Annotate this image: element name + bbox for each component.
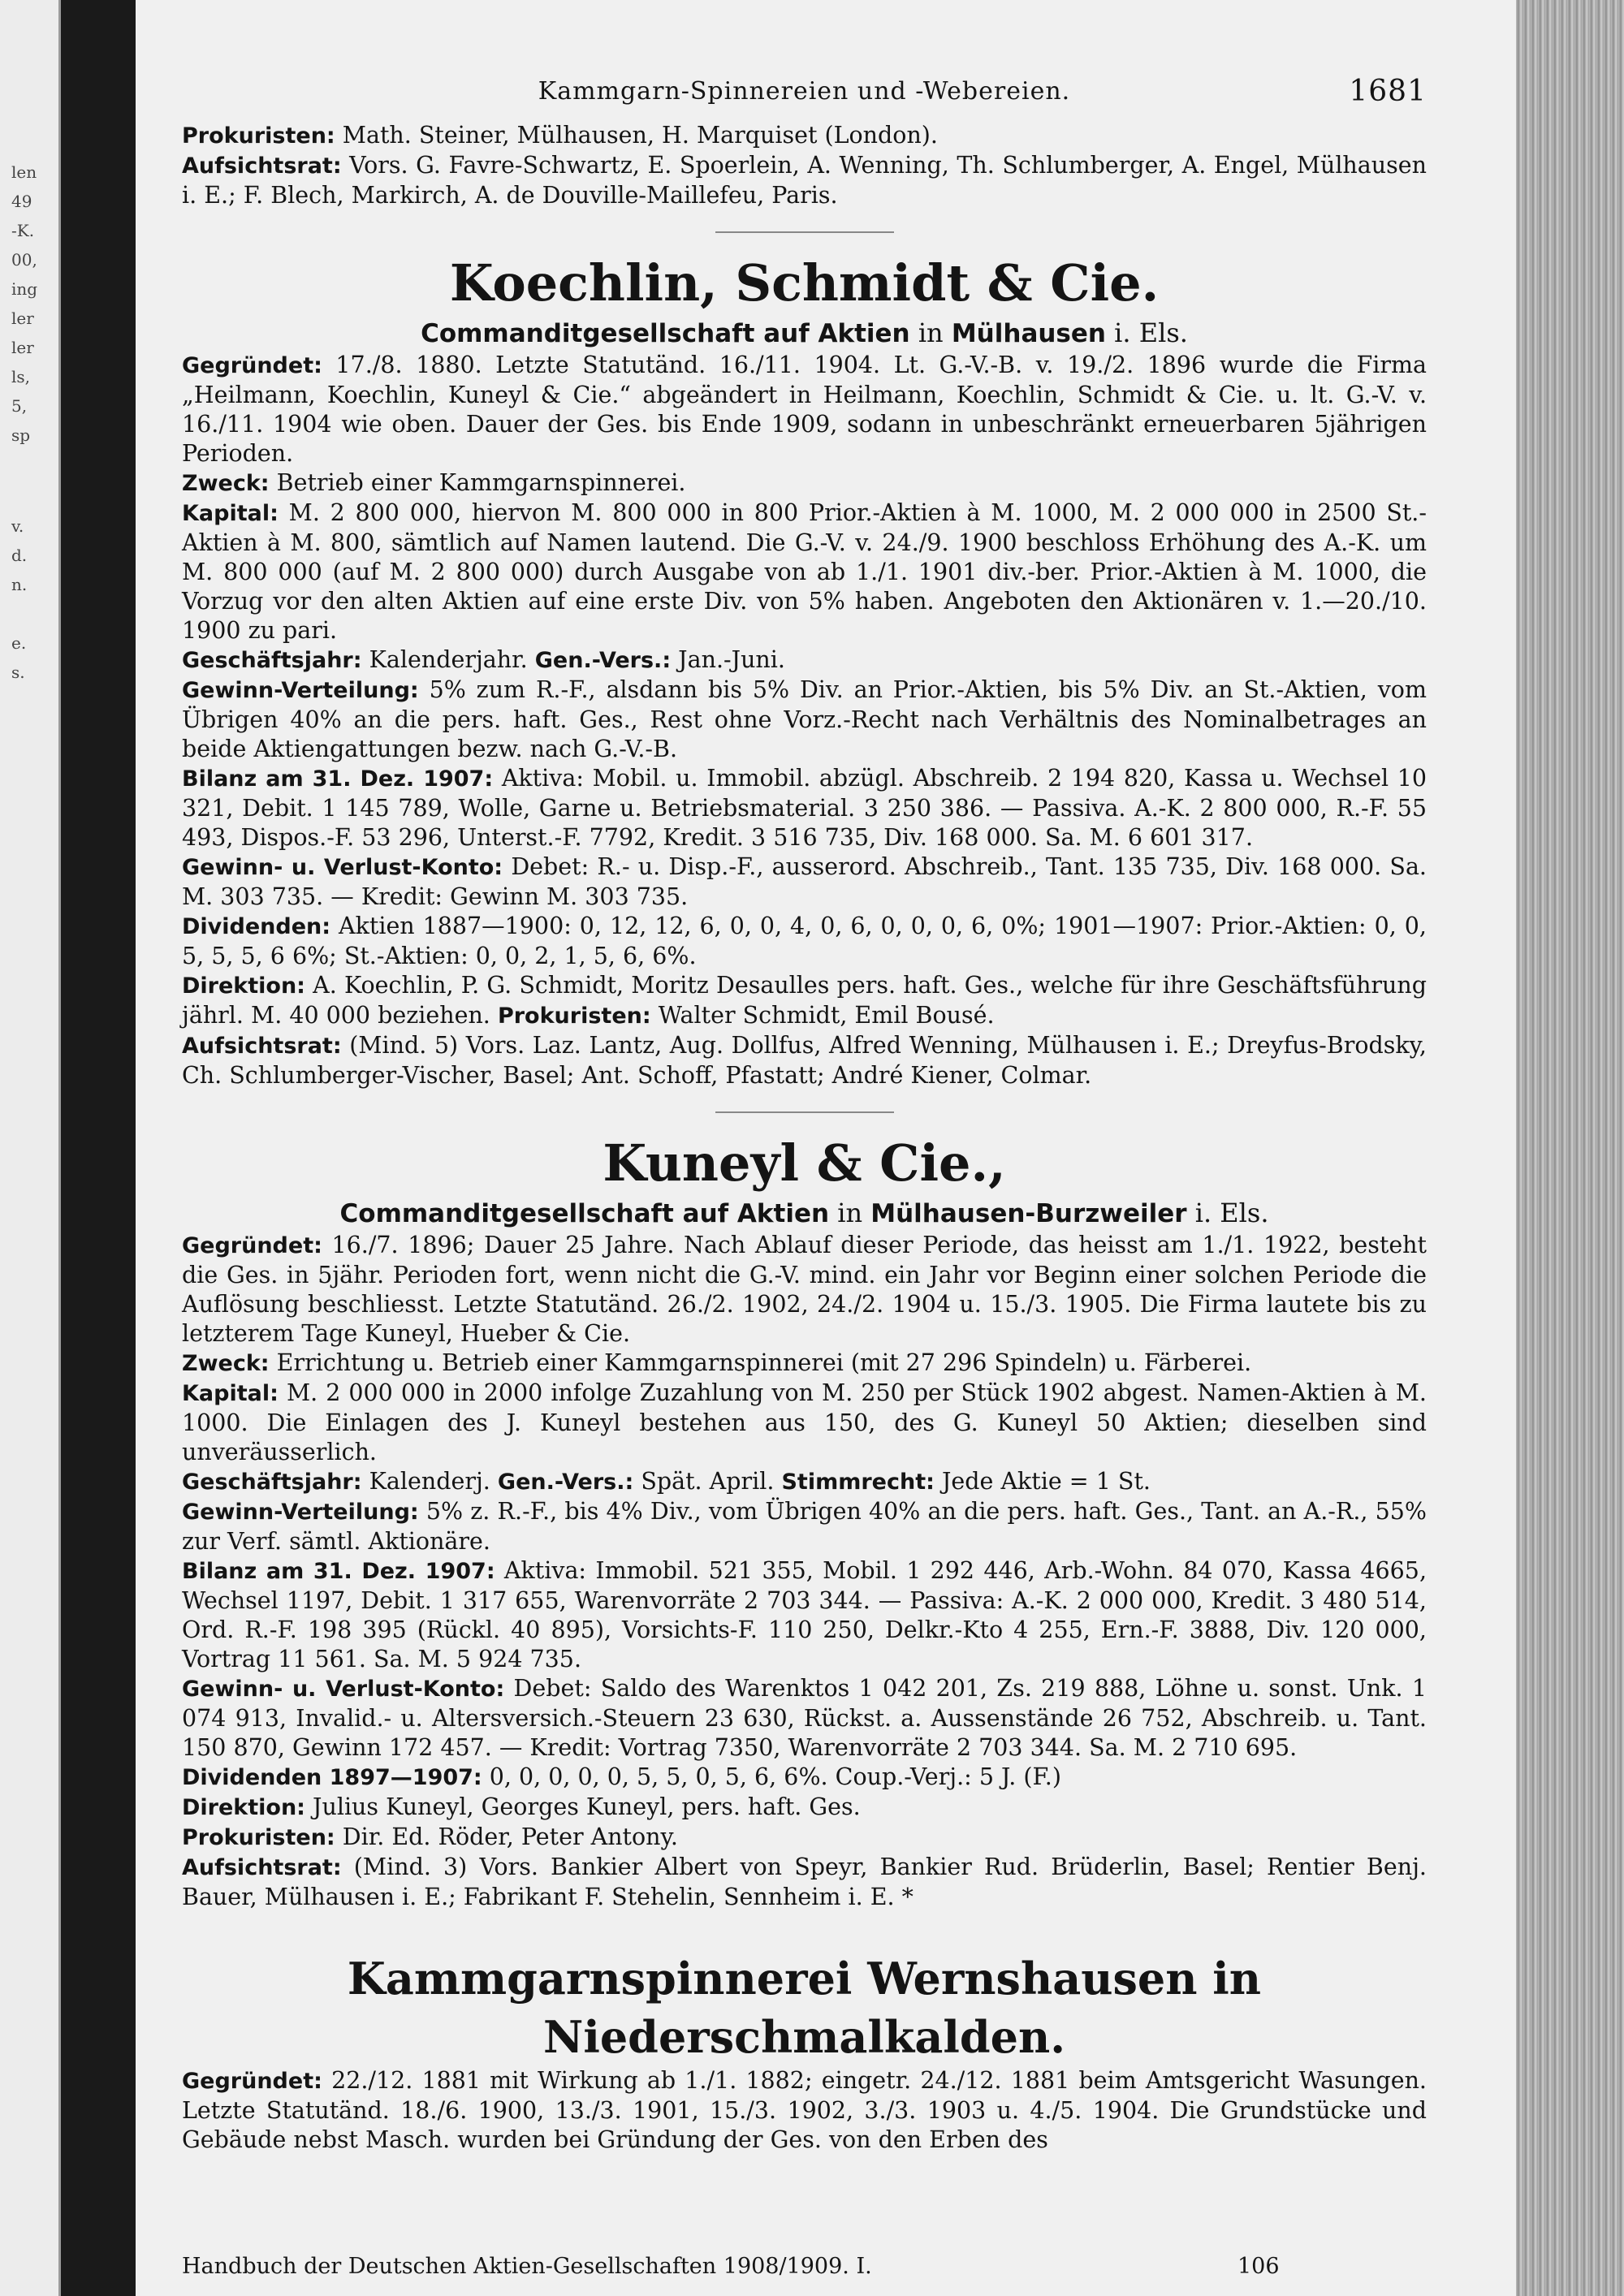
left-fragment: v.: [11, 516, 24, 536]
entry-paragraph: Zweck: Betrieb einer Kammgarnspinnerei.: [182, 469, 686, 496]
left-fragment: s.: [11, 662, 25, 682]
entry-paragraph: Dividenden: Aktien 1887—1900: 0, 12, 12, 6, 0, 0, 4, 0, 6, 0, 0, 0, 6, 0%; 1901—1907: Prior.-Aktien: 0, 0, 5, 5, 5, 6 6%; St.-Aktien: 0, 0, 2, 1, 5, 6, 6%.: [182, 913, 1427, 969]
left-fragment: ls,: [11, 367, 31, 386]
signature-mark: 106: [1237, 2254, 1280, 2279]
entry-paragraph: Gegründet: 16./7. 1896; Dauer 25 Jahre. Nach Ablauf dieser Periode, das heisst am 1./1. 1922, besteht die Ges. in 5jähr. Perioden fort, wenn nicht die G.-V. mind. ein Jahr vor Beginn einer solchen Periode die Auflösung beschliesst. Letzte Statutänd. 26./2. 1902, 24./2. 1904 u. 15./3. 1905. Die Firma lautete bis zu letzterem Tage Kuneyl, Hueber & Cie.: [182, 1232, 1427, 1347]
entry-paragraph: Gewinn- u. Verlust-Konto: Debet: R.- u. Disp.-F., ausserord. Abschreib., Tant. 135 735, Div. 168 000. Sa. M. 303 735. — Kredit: Gewinn M. 303 735.: [182, 853, 1427, 910]
page-content: [182, 77, 1427, 2155]
field-text: Vors. G. Favre-Schwartz, E. Spoerlein, A. Wenning, Th. Schlumberger, A. Engel, Mülhausen i. E.; F. Blech, Markirch, A. de Douville-Maillefeu, Paris.: [182, 152, 1427, 209]
entry-paragraph: [182, 121, 1427, 151]
entry-paragraph: Aufsichtsrat: (Mind. 3) Vors. Bankier Albert von Speyr, Bankier Rud. Brüderlin, Basel; Rentier Benj. Bauer, Mülhausen i. E.; Fabrikant F. Stehelin, Sennheim i. E. *: [182, 1854, 1427, 1910]
entry-paragraph: Direktion: Julius Kuneyl, Georges Kuneyl, pers. haft. Ges.: [182, 1793, 861, 1820]
left-fragment: d.: [11, 546, 28, 565]
company-title: Kammgarnspinnerei Wernshausen in Niederschmalkalden.: [347, 1953, 1262, 2063]
left-page-edge: [0, 0, 61, 2296]
left-fragment: 49: [11, 192, 32, 211]
running-title: Kammgarn-Spinnereien und -Webereien.: [538, 77, 1071, 106]
entry-paragraph: Geschäftsjahr: Kalenderjahr. Gen.-Vers.: Jan.-Juni.: [182, 646, 785, 673]
page-footer: [182, 2254, 1427, 2279]
left-fragment: ler: [11, 309, 34, 328]
entry-paragraph: Gegründet: 17./8. 1880. Letzte Statutänd. 16./11. 1904. Lt. G.-V.-B. v. 19./2. 1896 wurde die Firma „Heilmann, Koechlin, Kuneyl & Cie.“ abgeändert in Heilmann, Koechlin, Schmidt & Cie. u. lt. G.-V. v. 16./11. 1904 wie oben. Dauer der Ges. bis Ende 1909, sodann in unbeschränkt erneuerbaren 5jährigen Perioden.: [182, 352, 1427, 467]
company-title: Kuneyl & Cie.,: [603, 1133, 1006, 1193]
left-fragment: -K.: [11, 221, 35, 240]
left-fragment: 5,: [11, 396, 28, 416]
company-title: Koechlin, Schmidt & Cie.: [449, 253, 1160, 313]
section-divider: [715, 231, 894, 233]
entry-previous: [182, 121, 1427, 210]
book-page: [136, 0, 1516, 2296]
left-fragment: sp: [11, 425, 31, 445]
entry-kuneyl: [182, 1131, 1427, 1912]
entry-koechlin: [182, 251, 1427, 1090]
entry-paragraph: Dividenden 1897—1907: 0, 0, 0, 0, 0, 5, 5, 0, 5, 6, 6%. Coup.-Verj.: 5 J. (F.): [182, 1763, 1061, 1790]
left-fragment: ing: [11, 279, 38, 299]
entry-paragraph: Zweck: Errichtung u. Betrieb einer Kammgarnspinnerei (mit 27 296 Spindeln) u. Färberei.: [182, 1349, 1252, 1376]
footer-title: Handbuch der Deutschen Aktien-Gesellschaften 1908/1909. I.: [182, 2254, 872, 2279]
section-divider: [715, 1111, 894, 1113]
entry-paragraph: Geschäftsjahr: Kalenderj. Gen.-Vers.: Spät. April. Stimmrecht: Jede Aktie = 1 St.: [182, 1468, 1151, 1495]
entry-wernshausen: [182, 1949, 1427, 2155]
entry-paragraph: Bilanz am 31. Dez. 1907: Aktiva: Mobil. u. Immobil. abzügl. Abschreib. 2 194 820, Kassa u. Wechsel 10 321, Debit. 1 145 789, Wolle, Garne u. Betriebsmaterial. 3 250 386. — Passiva. A.-K. 2 800 000, R.-F. 55 493, Dispos.-F. 53 296, Unterst.-F. 7792, Kredit. 3 516 735, Div. 168 000. Sa. M. 6 601 317.: [182, 765, 1427, 851]
entry-paragraph: Aufsichtsrat: (Mind. 5) Vors. Laz. Lantz, Aug. Dollfus, Alfred Wenning, Mülhausen i. E.; Dreyfus-Brodsky, Ch. Schlumberger-Vischer, Basel; Ant. Schoff, Pfastatt; André Kiener, Colmar.: [182, 1032, 1427, 1089]
company-subtitle: Commanditgesellschaft auf Aktien in Mülhausen-Burzweiler i. Els.: [339, 1198, 1269, 1228]
field-label: Aufsichtsrat:: [182, 153, 342, 179]
entry-paragraph: Gewinn-Verteilung: 5% zum R.-F., alsdann bis 5% Div. an Prior.-Aktien, bis 5% Div. an St.-Aktien, vom Übrigen 40% an die pers. haft. Ges., Rest ohne Vorz.-Recht nach Verhältnis des Nominalbetrages an beide Aktiengattungen bezw. nach G.-V.-B.: [182, 676, 1427, 762]
entry-paragraph: [182, 151, 1427, 210]
page-edge-stack: [1516, 0, 1624, 2296]
entry-paragraph: Gegründet: 22./12. 1881 mit Wirkung ab 1./1. 1882; eingetr. 24./12. 1881 beim Amtsgericht Wasungen. Letzte Statutänd. 18./6. 1900, 13./3. 1901, 15./3. 1902, 3./3. 1903 u. 4./5. 1904. Die Grundstücke und Gebäude nebst Masch. wurden bei Gründung der Ges. von den Erben des: [182, 2067, 1427, 2153]
running-header: [182, 77, 1427, 121]
page-number: 1681: [1349, 75, 1427, 108]
field-label: Prokuristen:: [182, 123, 335, 149]
left-fragment: n.: [11, 575, 28, 594]
entry-paragraph: Kapital: M. 2 000 000 in 2000 infolge Zuzahlung von M. 250 per Stück 1902 abgest. Namen-Aktien à M. 1000. Die Einlagen des J. Kuneyl bestehen aus 150, des G. Kuneyl 50 Aktien; dieselben sind unveräusserlich.: [182, 1379, 1427, 1465]
left-fragment: len: [11, 162, 37, 182]
entry-paragraph: Gewinn- u. Verlust-Konto: Debet: Saldo des Warenktos 1 042 201, Zs. 219 888, Löhne u. sonst. Unk. 1 074 913, Invalid.- u. Altersversich.-Steuern 23 630, Rückst. a. Aussenstände 26 752, Abschreib. u. Tant. 150 870, Gewinn 172 457. — Kredit: Vortrag 7350, Warenvorräte 2 703 344. Sa. M. 2 710 695.: [182, 1675, 1427, 1761]
company-subtitle: Commanditgesellschaft auf Aktien in Mülhausen i. Els.: [421, 317, 1188, 348]
entry-paragraph: Bilanz am 31. Dez. 1907: Aktiva: Immobil. 521 355, Mobil. 1 292 446, Arb.-Wohn. 84 070, Kassa 4665, Wechsel 1197, Debit. 1 317 655, Warenvorräte 2 703 344. — Passiva: A.-K. 2 000 000, Kredit. 3 480 514, Ord. R.-F. 198 395 (Rückl. 40 895), Vorsichts-F. 110 250, Delkr.-Kto 4 255, Ern.-F. 3888, Div. 120 000, Vortrag 11 561. Sa. M. 5 924 735.: [182, 1557, 1427, 1672]
book-gutter: [61, 0, 136, 2296]
entry-paragraph: Gewinn-Verteilung: 5% z. R.-F., bis 4% Div., vom Übrigen 40% an die pers. haft. Ges., Tant. an A.-R., 55% zur Verf. sämtl. Aktionäre.: [182, 1498, 1427, 1555]
left-fragment: 00,: [11, 250, 37, 270]
entry-paragraph: Kapital: M. 2 800 000, hiervon M. 800 000 in 800 Prior.-Aktien à M. 1000, M. 2 000 000 in 2500 St.-Aktien à M. 800, sämtlich auf Namen lautend. Die G.-V. v. 24./9. 1900 beschloss Erhöhung des A.-K. um M. 800 000 (auf M. 2 800 000) durch Ausgabe von ab 1./1. 1901 div.-ber. Prior.-Aktien à M. 1000, die Vorzug vor den alten Aktien auf eine erste Div. von 5% haben. Angeboten den Aktionären v. 1.—20./10. 1900 zu pari.: [182, 499, 1427, 644]
entry-paragraph: Direktion: A. Koechlin, P. G. Schmidt, Moritz Desaulles pers. haft. Ges., welche für ihre Geschäftsführung jährl. M. 40 000 beziehen. Prokuristen: Walter Schmidt, Emil Bousé.: [182, 972, 1427, 1029]
left-fragment: ler: [11, 338, 34, 357]
field-text: Math. Steiner, Mülhausen, H. Marquiset (London).: [335, 122, 938, 149]
entry-paragraph: Prokuristen: Dir. Ed. Röder, Peter Antony.: [182, 1823, 678, 1850]
left-fragment: e.: [11, 633, 27, 653]
